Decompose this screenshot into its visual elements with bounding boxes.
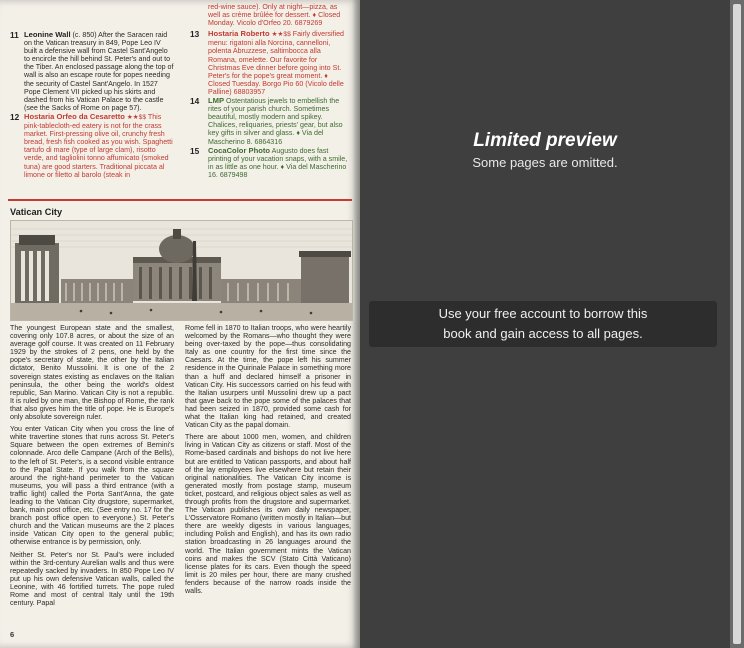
entry-number: 15	[190, 145, 200, 156]
continuation-text: red-wine sauce). Only at night—pizza, as well as crème brûlée for dessert. ♦ Closed Monday. Vicolo d'Orfeo 20. 6879269	[208, 3, 341, 28]
entry-number: 13	[190, 29, 200, 40]
entry-name: LMP	[208, 96, 225, 106]
entry-name: CocaColor Photo	[208, 145, 271, 155]
body-paragraph: You enter Vatican City when you cross the line of white travertine stones that runs across St. Peter's Square between the open extremes of Bernini's colonnade. Arco delle Campane (Arch of the Bells), to the left of St. Peter's, is a second visible entrance to the Papal State. If you walk from the square around the right-hand perimeter to the Vatican museums, you will pass a third entrance (with a traffic light) called the Porta Sant'Anna, the gate leading to the Vatican City drugstore, supermarket, bank, main post office, etc. (See entry no. 17 for the branch post office open to everyone.) St. Peter's church and the Vatican museums are the 2 places inside Vatican City open to the general public; otherwise entrance is by permission, only.	[10, 425, 174, 547]
entry-text: This pink-tablecloth-ed eatery is not for the crass market. First-pressing olive oil, crunchy fresh bread, fresh fish cooked as you wish. Spaghetti tartufo di mare (type of large clam), risotto verde, and tagliolini tonno affumicato (smoked tuna) are good starters. Traditional piccata al limone or filetto al barolo (steak in	[24, 112, 173, 179]
entry-text: Fairly diversified menu: rigatoni alla Norcina, cannelloni, polenta Abruzzese, saltimbocca alla Romana, omelette. Our favorite for Christmas Eve dinner before going into St. Peter's for the pope's great moment. ♦ Closed Tuesday. Borgo Pio 60 (Vicolo delle Palline) 68803957	[208, 30, 344, 96]
body-left-column	[10, 324, 174, 611]
entry-number: 14	[190, 96, 200, 107]
book-page	[0, 0, 360, 648]
entry-text: Augusto does fast printing of your vacation snaps, with a smile, in as little as one hour. ♦ Via del Mascherino 16. 6879498	[208, 146, 348, 179]
body-paragraph: Rome fell in 1870 to Italian troops, who were heartily welcomed by the Romans—who thought they were being over-taxed by the pope—thus consolidating Italy as one country for the first time since the Caesars. At the time, the pope left his summer residence in the Quirinale Palace in something more than a huff and declared himself a prisoner in Vatican City. His successors carried on his feud with the Italian usurpers until Mussolini drew up a pact that gave back to the pope some of the palaces that had been seized in 1870, provided some cash for what the Italian king had retained, and created Vatican City as the papal domain.	[185, 324, 351, 430]
body-paragraph: There are about 1000 men, women, and children living in Vatican City as citizens or staff. Most of the Rome-based cardinals and bishops do not live here but are entitled to Vatican passports, and about half of the lay employees live elsewhere but retain their original nationalities. The Vatican City income is generated mostly from postage stamp, museum ticket, postcard, and religious object sales as well as through profits from the drugstore and supermarket. The Vatican publishes its own daily newspaper, L'Osservatore Romano (written mostly in Italian—but there are weekly digests in various languages, including Polish and English), and has its own radio station broadcasting in 26 languages around the world. The Italian government mints the Vatican coins and makes the SCV (Stato Città Vaticano) license plates for its cars. Even though the speed limit is 20 miles per hour, there are many crushed fenders because of the narrow roads inside the walls.	[185, 433, 351, 595]
borrow-message-banner[interactable]	[369, 301, 717, 347]
borrow-message-line: Use your free account to borrow this	[438, 306, 648, 321]
entry-name: Hostaria Orfeo da Cesaretto	[24, 111, 125, 121]
limited-preview-subtitle: Some pages are omitted.	[472, 155, 618, 170]
list-item	[190, 147, 350, 179]
list-item	[190, 97, 350, 146]
entries-left-column	[10, 31, 174, 180]
list-item	[10, 113, 174, 179]
body-paragraph: Neither St. Peter's nor St. Paul's were included within the 3rd-century Aurelian walls and thus were repeatedly sacked by invaders. In 850 Pope Leo IV put up his own defensive Vatican walls, called the Leonine, with 46 fortified turrets. The pope ruled Rome and most of central Italy until the 19th century. Papal	[10, 550, 174, 608]
rating-stars: ★★$$	[271, 31, 291, 39]
engraving-drawing	[11, 221, 352, 320]
list-item	[10, 31, 174, 112]
section-divider	[8, 199, 352, 201]
section-title: Vatican City	[10, 207, 63, 217]
entry-number: 12	[10, 111, 20, 122]
vatican-engraving-image	[10, 220, 353, 321]
entry-number: 11	[10, 30, 19, 40]
entry-text: (c. 850) After the Saracen raid on the Vatican treasury in 849, Pope Leo IV built a defensive wall from Castel Sant'Angelo to encircle the hill behind St. Peter's and out to the Tiber. An enclosed passage along the top of wall is also an escape route for popes needing the security of Castel Sant'Angelo. In 1527 Pope Clement VII picked up his skirts and dashed from his Vatican Palace to the castle (see the Sacks of Rome on page 57).	[24, 31, 174, 112]
page-number: 6	[10, 630, 15, 639]
entries-right-column	[190, 3, 350, 180]
rating-stars: ★★$$	[126, 113, 147, 121]
body-right-column	[185, 324, 351, 599]
body-paragraph: The youngest European state and the smallest, covering only 107.8 acres, or about the size of an average golf course. It was created on 11 February 1929 by the strokes of 2 pens, one held by the pope's secretary of state, the other by the Italian dictator, Benito Mussolini. It is one of the 2 sovereign states existing as enclaves on the Italian peninsula, the other being the world's oldest republic, San Marino. Vatican City is not a republic. It is ruled by one man, the Bishop of Rome, the rank that also gives him the title of pope. He is Europe's only absolute sovereign ruler.	[10, 324, 174, 422]
scrollbar-thumb[interactable]	[733, 4, 741, 644]
entry-name: Leonine Wall	[24, 30, 71, 39]
scrollbar[interactable]	[730, 0, 744, 648]
limited-preview-title: Limited preview	[473, 130, 617, 151]
list-item	[190, 30, 350, 96]
borrow-message	[439, 304, 648, 344]
borrow-message-line: book and gain access to all pages.	[443, 326, 643, 341]
entry-name: Hostaria Roberto	[208, 29, 270, 39]
entry-text: Ostentatious jewels to embellish the rites of your parish church. Sometimes beautiful, mostly modern and spikey. Chalices, reliquaries, priests' gear, but also key gifts in silver and glass. ♦ Via del Mascherino 8. 6864316	[208, 97, 343, 146]
